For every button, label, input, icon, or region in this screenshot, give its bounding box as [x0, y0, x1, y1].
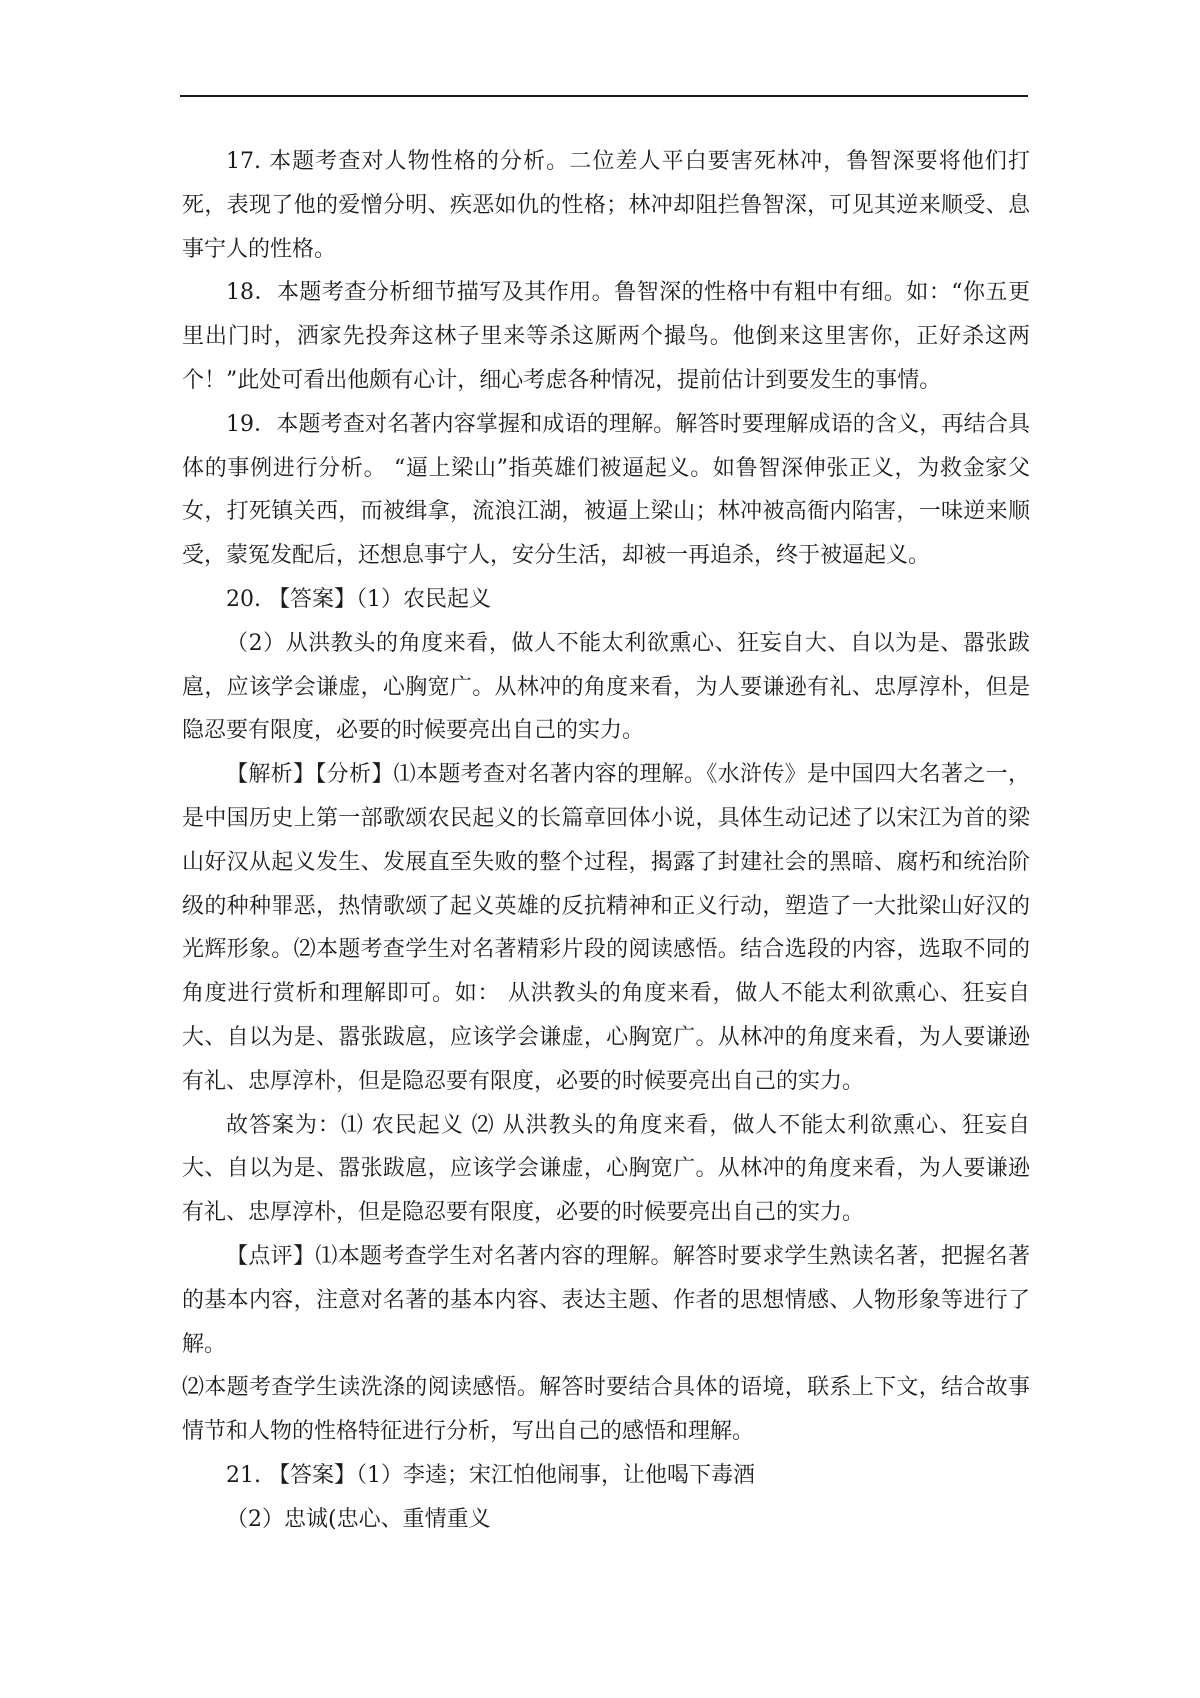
header-rule	[180, 95, 1028, 97]
answer-20-final-answer: 故答案为：⑴ 农民起义 ⑵ 从洪教头的角度来看，做人不能太利欲熏心、狂妄自大、自以为是、嚣张跋扈，应该学会谦虚，心胸宽广。从林冲的角度来看，为人要谦逊有礼、忠厚淳朴，但是隐忍要有限度，必要的时候要亮出自己的实力。	[182, 1112, 1030, 1226]
answer-19-paragraph: 19．本题考查对名著内容掌握和成语的理解。解答时要理解成语的含义，再结合具体的事例进行分析。 “逼上梁山”指英雄们被逼起义。如鲁智深伸张正义，为救金家父女，打死镇关西，而被缉拿，流浪江湖，被逼上梁山；林冲被高衙内陷害，一味逆来顺受，蒙冤发配后，还想息事宁人，安分生活，却被一再追杀，终于被逼起义。	[182, 411, 1030, 569]
answer-20-part-2: （2）从洪教头的角度来看，做人不能太利欲熏心、狂妄自大、自以为是、嚣张跋扈，应该学会谦虚，心胸宽广。从林冲的角度来看，为人要谦逊有礼、忠厚淳朴，但是隐忍要有限度，必要的时候要亮出自己的实力。	[182, 630, 1030, 744]
answer-20-header: 20. 【答案】（1）农民起义	[226, 586, 491, 612]
answer-20-comment: 【点评】⑴本题考查学生对名著内容的理解。解答时要求学生熟读名著，把握名著的基本内容，注意对名著的基本内容、表达主题、作者的思想情感、人物形象等进行了解。	[182, 1243, 1030, 1357]
answer-21-header: 21. 【答案】（1）李逵；宋江怕他闹事，让他喝下毒酒	[226, 1462, 755, 1488]
answer-17-paragraph: 17. 本题考查对人物性格的分析。二位差人平白要害死林冲，鲁智深要将他们打死，表现了他的爱憎分明、疾恶如仇的性格；林冲却阻拦鲁智深，可见其逆来顺受、息事宁人的性格。	[182, 149, 1030, 262]
document-body	[182, 140, 1030, 1542]
answer-21-part-2: （2）忠诚(忠心、重情重义	[226, 1506, 491, 1532]
answer-18-paragraph: 18．本题考查分析细节描写及其作用。鲁智深的性格中有粗中有细。如：“你五更里出门时，洒家先投奔这林子里来等杀这厮两个撮鸟。他倒来这里害你，正好杀这两个！”此处可看出他颇有心计，细心考虑各种情况，提前估计到要发生的事情。	[182, 280, 1030, 393]
answer-20-analysis: 【解析】【分析】⑴本题考查对名著内容的理解。《水浒传》是中国四大名著之一，是中国历史上第一部歌颂农民起义的长篇章回体小说，具体生动记述了以宋江为首的梁山好汉从起义发生、发展直至失败的整个过程，揭露了封建社会的黑暗、腐朽和统治阶级的种种罪恶，热情歌颂了起义英雄的反抗精神和正义行动，塑造了一大批梁山好汉的光辉形象。⑵本题考查学生对名著精彩片段的阅读感悟。结合选段的内容，选取不同的角度进行赏析和理解即可。如： 从洪教头的角度来看，做人不能太利欲熏心、狂妄自大、自以为是、嚣张跋扈，应该学会谦虚，心胸宽广。从林冲的角度来看，为人要谦逊有礼、忠厚淳朴，但是隐忍要有限度，必要的时候要亮出自己的实力。	[182, 762, 1030, 1094]
answer-20-comment-part-2: ⑵本题考查学生读洗涤的阅读感悟。解答时要结合具体的语境，联系上下文，结合故事情节和人物的性格特征进行分析，写出自己的感悟和理解。	[182, 1375, 1030, 1445]
